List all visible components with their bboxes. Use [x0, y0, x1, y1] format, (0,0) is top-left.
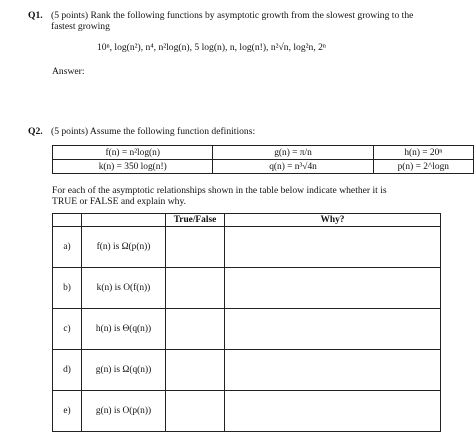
q1-text-line1: (5 points) Rank the following functions by asymptotic growth from the slowest growing to the	[51, 10, 414, 21]
row-statement: f(n) is Ω(p(n))	[82, 227, 166, 268]
row-letter: a)	[53, 227, 82, 268]
q1-function-list: 10ⁿ, log(n²), n⁴, n²log(n), 5 log(n), n, log(n!), n²√n, log²n, 2ⁿ	[97, 42, 326, 53]
q2-label: Q2.	[28, 126, 43, 137]
why-cell[interactable]	[225, 391, 441, 432]
true-false-cell[interactable]	[166, 268, 225, 309]
table-row	[53, 391, 441, 432]
def-g: g(n) = π/n	[213, 146, 373, 160]
header-blank-letter	[53, 214, 82, 227]
table-row	[53, 268, 441, 309]
why-cell[interactable]	[225, 268, 441, 309]
table-row	[53, 350, 441, 391]
q1-text-line2: fastest growing	[51, 21, 110, 32]
true-false-cell[interactable]	[166, 227, 225, 268]
def-p: p(n) = 2^logn	[373, 160, 473, 174]
row-letter: c)	[53, 309, 82, 350]
row-statement: g(n) is Ω(q(n))	[82, 350, 166, 391]
q2-text: (5 points) Assume the following function definitions:	[51, 126, 256, 137]
def-q: q(n) = n³√4n	[213, 160, 373, 174]
header-true-false: True/False	[166, 214, 225, 227]
true-false-cell[interactable]	[166, 350, 225, 391]
def-k: k(n) = 350 log(n!)	[53, 160, 213, 174]
true-false-cell[interactable]	[166, 391, 225, 432]
answer-label: Answer:	[52, 66, 85, 77]
row-statement: g(n) is O(p(n))	[82, 391, 166, 432]
header-blank-statement	[82, 214, 166, 227]
q1-label: Q1.	[28, 10, 43, 21]
why-cell[interactable]	[225, 350, 441, 391]
header-why: Why?	[225, 214, 441, 227]
row-statement: h(n) is Θ(q(n))	[82, 309, 166, 350]
q2-instruction-line2: TRUE or FALSE and explain why.	[52, 196, 187, 207]
table-row	[53, 309, 441, 350]
answer-table	[52, 213, 441, 432]
why-cell[interactable]	[225, 227, 441, 268]
true-false-cell[interactable]	[166, 309, 225, 350]
definitions-table	[52, 145, 474, 174]
table-row	[53, 227, 441, 268]
q2-instruction-line1: For each of the asymptotic relationships shown in the table below indicate whether it is	[52, 185, 387, 196]
def-h: h(n) = 20ⁿ	[373, 146, 473, 160]
row-letter: b)	[53, 268, 82, 309]
row-statement: k(n) is O(f(n))	[82, 268, 166, 309]
def-f: f(n) = n²log(n)	[53, 146, 213, 160]
row-letter: e)	[53, 391, 82, 432]
why-cell[interactable]	[225, 309, 441, 350]
row-letter: d)	[53, 350, 82, 391]
